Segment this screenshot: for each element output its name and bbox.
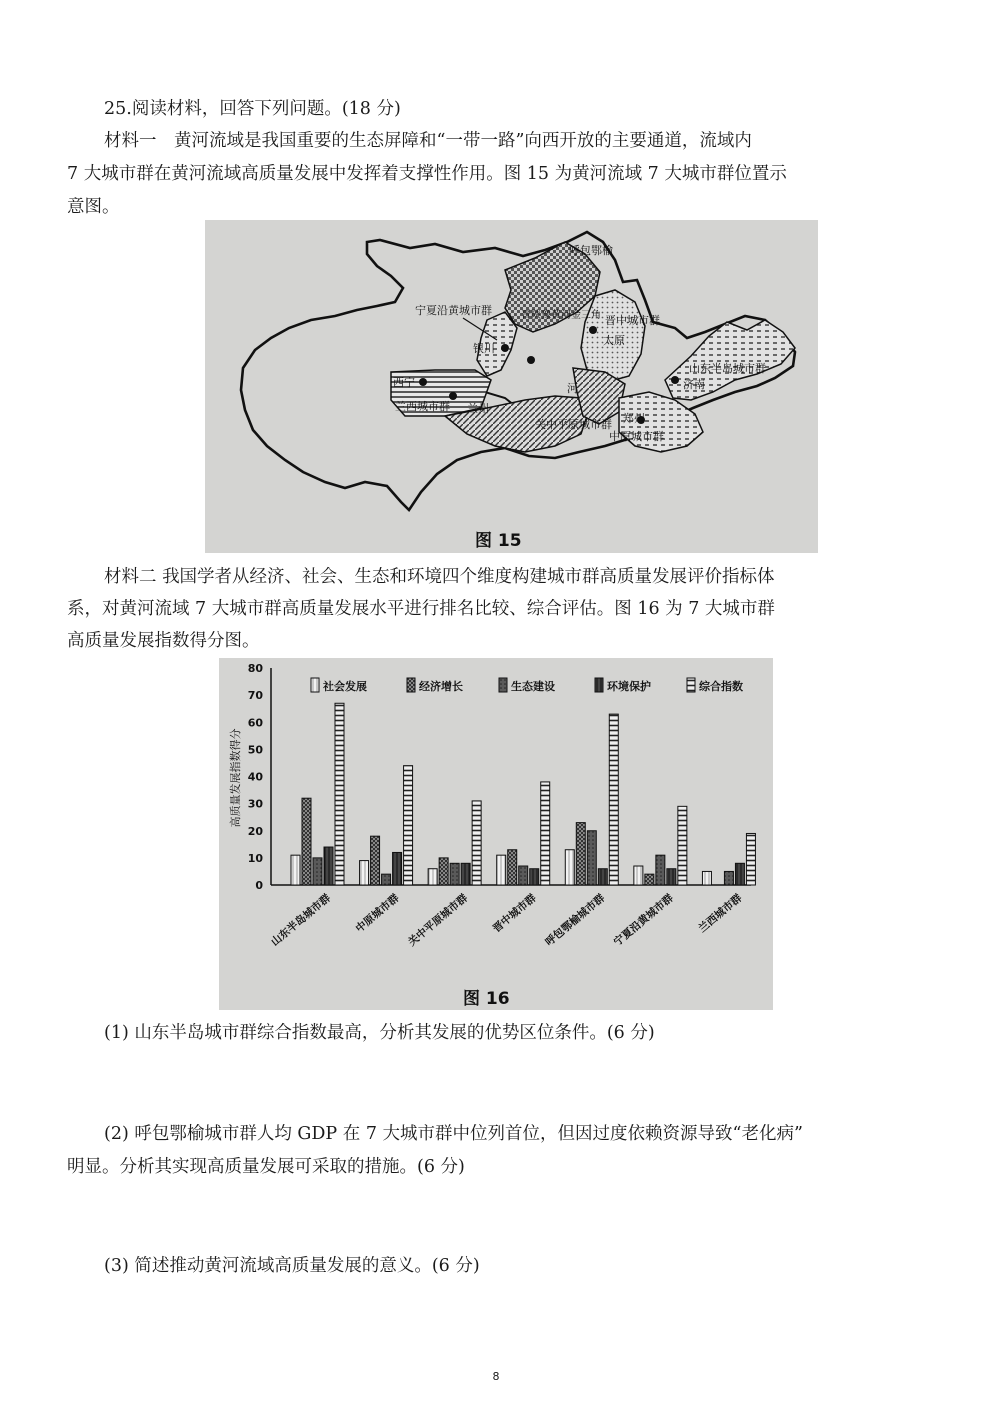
map-label-ningxia: 宁夏沿黄城市群 (415, 304, 492, 317)
figure-16-chart (219, 658, 773, 1010)
map-label-zhongyuan: 中原城市群 (609, 430, 664, 443)
map-label-huhebaoeyu: 呼包鄂榆 (569, 244, 613, 257)
y-tick-label: 50 (247, 743, 263, 757)
bar-2-6 (724, 871, 733, 885)
map-label-jinzhong: 晋中城市群 (605, 314, 660, 327)
x-tick-label: 宁夏沿黄城市群 (611, 892, 676, 949)
x-tick-label: 呼包鄂榆城市群 (543, 892, 608, 949)
material1-line2: 7 大城市群在黄河流域高质量发展中发挥着支撑性作用。图 15 为黄河流域 7 大城市群位置示 (67, 164, 787, 184)
map-label-he: 河 (567, 382, 578, 395)
map-label-lanzhou: 兰州 (467, 402, 489, 415)
figure-16-caption: 图 16 (463, 989, 510, 1009)
material1-line1: 材料一 黄河流域是我国重要的生态屏障和“一带一路”向西开放的主要通道，流域内 (104, 131, 752, 151)
bar-2-0 (313, 858, 322, 885)
bar-1-4 (576, 823, 585, 885)
bar-3-4 (598, 869, 607, 885)
legend-label: 综合指数 (699, 680, 743, 693)
material2-line2: 系，对黄河流域 7 大城市群高质量发展水平进行排名比较、综合评估。图 16 为 7 大城市群 (67, 599, 775, 619)
bar-0-5 (634, 866, 643, 885)
bar-0-6 (702, 871, 711, 885)
x-tick-label: 晋中城市群 (490, 892, 539, 936)
bar-4-5 (678, 806, 687, 885)
figure-15-caption: 图 15 (475, 531, 522, 551)
bar-2-5 (656, 855, 665, 885)
map-label-xining: 西宁 (393, 376, 415, 389)
y-tick-label: 30 (247, 797, 263, 811)
map-label-zhengzhou: 郑州 (623, 412, 645, 425)
bar-2-1 (382, 874, 391, 885)
bar-3-1 (393, 852, 402, 885)
y-tick-label: 80 (247, 662, 263, 675)
y-tick-label: 70 (247, 689, 263, 703)
legend-swatch (687, 678, 695, 692)
bar-0-3 (497, 855, 506, 885)
bar-1-3 (508, 850, 517, 885)
map-label-guanzhong: 关中平原城市群 (535, 418, 612, 431)
bar-3-6 (735, 863, 744, 885)
y-tick-label: 0 (255, 879, 263, 892)
bar-0-0 (291, 855, 300, 885)
bar-4-4 (609, 714, 618, 885)
legend-label: 环境保护 (607, 680, 651, 693)
y-tick-label: 10 (247, 851, 263, 865)
sub-question-2-line2: 明显。分析其实现高质量发展可采取的措施。(6 分) (67, 1157, 465, 1177)
map-label-lanxi: 兰西城市群 (395, 400, 450, 413)
map-label-jinan: 济南 (683, 378, 705, 391)
x-tick-label: 兰西城市群 (696, 892, 745, 936)
bar-4-3 (541, 782, 550, 885)
y-tick-label: 20 (247, 824, 263, 838)
bar-2-3 (519, 866, 528, 885)
x-tick-label: 山东半岛城市群 (268, 892, 333, 949)
figure-15-map (205, 220, 818, 553)
chart-ylabel: 高质量发展指数得分 (229, 728, 242, 828)
legend-swatch (499, 678, 507, 692)
legend-label: 经济增长 (419, 680, 463, 693)
sub-question-3: (3) 简述推动黄河流域高质量发展的意义。(6 分) (104, 1256, 480, 1276)
bar-1-0 (302, 798, 311, 885)
bar-4-0 (335, 703, 344, 885)
legend-swatch (407, 678, 415, 692)
bar-4-6 (746, 833, 755, 885)
map-label-shandong: 山东半岛城市群 (689, 362, 766, 375)
map-label-jinsanjiao: 晋陕豫黄河金三角 (521, 310, 601, 321)
map-label-taiyuan: 太原 (603, 334, 625, 347)
legend-swatch (311, 678, 319, 692)
question-heading: 25.阅读材料，回答下列问题。(18 分) (104, 99, 401, 119)
bar-4-2 (472, 801, 481, 885)
sub-question-1: (1) 山东半岛城市群综合指数最高，分析其发展的优势区位条件。(6 分) (104, 1023, 655, 1043)
bar-1-1 (371, 836, 380, 885)
bar-2-4 (587, 831, 596, 885)
bar-0-4 (565, 850, 574, 885)
bar-3-3 (530, 869, 539, 885)
bar-3-5 (667, 869, 676, 885)
bar-3-0 (324, 847, 333, 885)
map-label-yinchuan: 银川 (473, 342, 495, 355)
bar-1-5 (645, 874, 654, 885)
legend-swatch (595, 678, 603, 692)
x-tick-label: 关中平原城市群 (406, 892, 471, 949)
bar-1-2 (439, 858, 448, 885)
bar-0-2 (428, 869, 437, 885)
page-number: 8 (492, 1370, 500, 1383)
legend-label: 社会发展 (323, 680, 367, 693)
x-tick-label: 中原城市群 (353, 892, 402, 936)
legend-label: 生态建设 (511, 680, 555, 693)
material1-line3: 意图。 (67, 197, 120, 217)
bar-4-1 (404, 766, 413, 885)
material2-line3: 高质量发展指数得分图。 (67, 631, 260, 651)
sub-question-2-line1: (2) 呼包鄂榆城市群人均 GDP 在 7 大城市群中位列首位，但因过度依赖资源导致“老化病” (104, 1124, 803, 1144)
bar-0-1 (360, 861, 369, 885)
y-tick-label: 60 (247, 716, 263, 730)
bar-3-2 (461, 863, 470, 885)
material2-line1: 材料二 我国学者从经济、社会、生态和环境四个维度构建城市群高质量发展评价指标体 (104, 567, 775, 587)
y-tick-label: 40 (247, 770, 263, 784)
bar-2-2 (450, 863, 459, 885)
